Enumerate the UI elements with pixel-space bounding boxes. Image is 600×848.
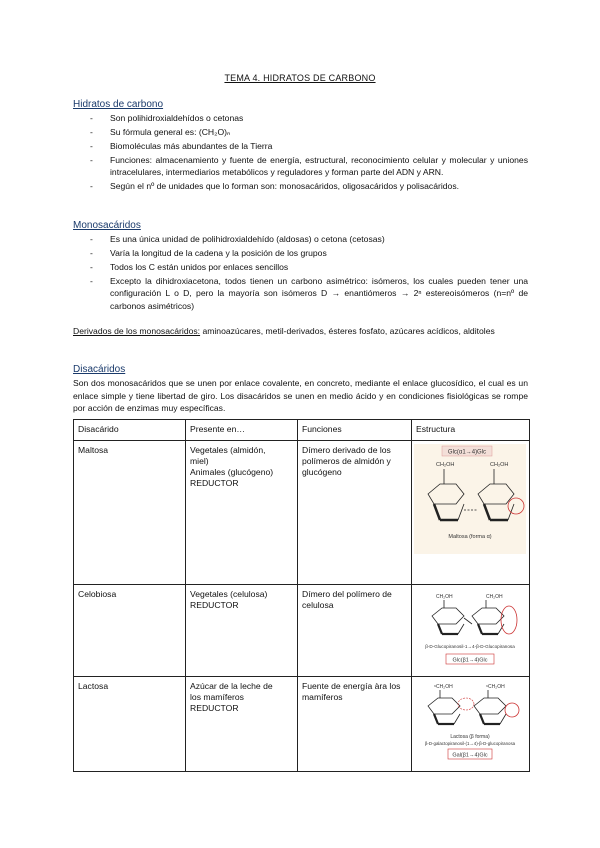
funciones-cell: Dímero del polímero de celulosa: [298, 585, 412, 677]
left-ring: [428, 690, 460, 724]
table-header-row: [74, 420, 530, 441]
presente-line: REDUCTOR: [190, 703, 239, 713]
disaccharide-name: Celobiosa: [74, 585, 186, 677]
table-row: [74, 441, 530, 585]
section-heading-hidratos: Hidratos de carbono: [73, 99, 164, 110]
derivados-label: Derivados de los monosacáridos:: [73, 326, 201, 336]
monosacaridos-list: [73, 233, 528, 314]
maltosa-top-label: Glc(α1→4)Glc: [447, 449, 487, 456]
lactosa-label: Gal(β1→4)Glc: [452, 752, 488, 759]
disacaridos-table: [73, 419, 530, 772]
presente-cell: [186, 441, 298, 585]
right-ring: [464, 600, 504, 634]
presente-cell: [186, 585, 298, 677]
celobiosa-structure-figure: [414, 588, 526, 668]
list-item: - Es una única unidad de polihidroxialdehído (aldosas) o cetona (cetosas): [73, 233, 528, 246]
reducing-end-highlight: [501, 606, 517, 634]
presente-line: Vegetales (celulosa): [190, 589, 268, 599]
reducing-end-highlight: [505, 703, 519, 717]
right-sugar-label: CH₂OH: [486, 594, 503, 600]
funciones-cell: Dímero derivado de los polímeros de almidón y glucógeno: [298, 441, 412, 585]
structure-cell: [412, 677, 530, 772]
left-sugar-label: CH₂OH: [436, 462, 455, 468]
hidratos-list: [73, 112, 528, 194]
list-item: - Funciones: almacenamiento y fuente de energía, estructural, reconocimiento celular y molecular y uniones intracelulares, intermediarios metabólicos y reguladores y forman parte del ADN y ARN.: [73, 154, 528, 179]
lactosa-caption-2: β-D-galactopiranosil-(1→4)-β-D-glucopiranosa: [424, 741, 516, 746]
list-item: - Su fórmula general es: (CH₂O)ₙ: [73, 126, 528, 139]
section-heading-disacaridos: Disacáridos: [73, 364, 126, 375]
table-row: [74, 585, 530, 677]
left-ring: [432, 600, 464, 634]
right-sugar-label: ⁶CH₂OH: [486, 684, 505, 690]
maltosa-structure-figure: [414, 444, 526, 554]
right-sugar-label: CH₂OH: [490, 462, 509, 468]
table-header-cell: Disacárido: [74, 420, 186, 441]
structure-cell: [412, 585, 530, 677]
table-header-cell: Estructura: [412, 420, 530, 441]
glycosidic-bond-highlight: [458, 698, 474, 710]
celobiosa-caption: β-D-Glucopiranosil-1→4-β-D-Glucopiranosa: [425, 644, 515, 649]
structure-cell: [412, 441, 530, 585]
list-item: - Biomoléculas más abundantes de la Tierra: [73, 140, 528, 153]
presente-line: REDUCTOR: [190, 478, 239, 488]
presente-cell: [186, 677, 298, 772]
table-header-cell: Funciones: [298, 420, 412, 441]
section-heading-monosacaridos: Monosacáridos: [73, 220, 141, 231]
disaccharide-name: Lactosa: [74, 677, 186, 772]
presente-line: Vegetales (almidón,: [190, 445, 266, 455]
presente-line: los mamíferos: [190, 692, 244, 702]
list-item: - Todos los C están unidos por enlaces sencillos: [73, 261, 528, 274]
left-sugar-label: ⁶CH₂OH: [434, 684, 453, 690]
list-item: - Excepto la dihidroxiacetona, todos tienen un carbono asimétrico: isómeros, los cuales pueden tener una configuración L o D, pero la mayoría son isómeros D → enantiómeros → 2ⁿ estereoisómeros (n=nº de carbonos asimétricos): [73, 275, 528, 313]
left-sugar-label: CH₂OH: [436, 594, 453, 600]
derivados-paragraph: [73, 325, 528, 338]
list-item: - Son polihidroxialdehídos o cetonas: [73, 112, 528, 125]
table-header-cell: Presente en…: [186, 420, 298, 441]
page-title: TEMA 4. HIDRATOS DE CARBONO: [224, 73, 376, 83]
list-item: - Varía la longitud de la cadena y la posición de los grupos: [73, 247, 528, 260]
right-ring: [474, 690, 506, 724]
disaccharide-name: Maltosa: [74, 441, 186, 585]
table-row: [74, 677, 530, 772]
maltosa-caption: Maltosa (forma α): [448, 534, 492, 540]
lactosa-caption: Lactosa (β forma): [450, 734, 490, 740]
lactosa-structure-figure: [414, 680, 526, 762]
presente-line: Azúcar de la leche de: [190, 681, 273, 691]
list-item: - Según el nº de unidades que lo forman son: monosacáridos, oligosacáridos y polisacáridos.: [73, 180, 528, 193]
presente-line: miel): [190, 456, 209, 466]
presente-line: REDUCTOR: [190, 600, 239, 610]
derivados-text: aminoazúcares, metil-derivados, ésteres fosfato, azúcares acídicos, alditoles: [200, 326, 495, 336]
presente-line: Animales (glucógeno): [190, 467, 274, 477]
disacaridos-paragraph: Son dos monosacáridos que se unen por enlace covalente, en concreto, mediante el enlace glucosídico, el cual es un enlace simple y tiene libertad de giro. Los disacáridos se unen en medio ácido y en condiciones fisiológicas se rompe por acción de enzimas muy específicas.: [73, 378, 528, 414]
funciones-cell: Fuente de energía àra los mamíferos: [298, 677, 412, 772]
celobiosa-label: Glc(β1→4)Glc: [452, 657, 488, 664]
